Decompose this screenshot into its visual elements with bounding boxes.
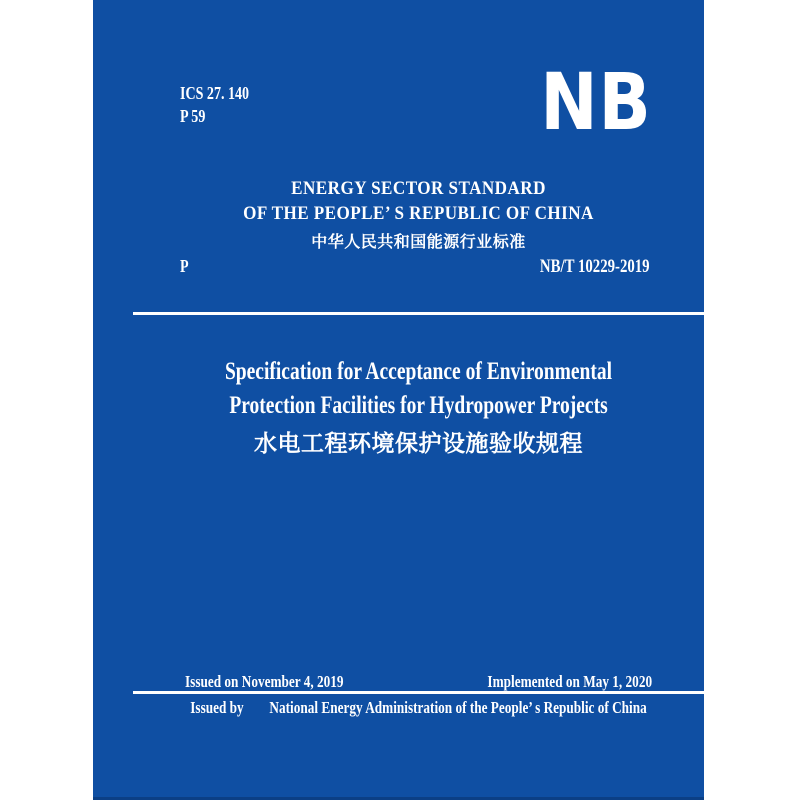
issuer-name: National Energy Administration of the People’ s Republic of China bbox=[269, 698, 647, 717]
standard-number: NB/T 10229-2019 bbox=[540, 256, 650, 277]
document-number-row bbox=[180, 254, 650, 279]
title-chinese: 水电工程环境保护设施验收规程 bbox=[254, 431, 583, 456]
nb-logo: NB bbox=[540, 58, 652, 148]
issuer-row bbox=[190, 697, 647, 718]
dates-row bbox=[133, 671, 704, 692]
title-english-line2: Protection Facilities for Hydropower Projects bbox=[229, 392, 608, 419]
top-rule bbox=[133, 312, 704, 315]
ics-code: ICS 27. 140 bbox=[180, 83, 250, 103]
standard-cover bbox=[93, 0, 704, 800]
bottom-rule bbox=[133, 691, 704, 694]
heading-line1: ENERGY SECTOR STANDARD bbox=[291, 178, 546, 199]
ics-block bbox=[180, 82, 269, 128]
issuer-label: Issued by bbox=[190, 698, 244, 717]
implemented-date: Implemented on May 1, 2020 bbox=[487, 672, 652, 691]
classification-code: P 59 bbox=[180, 106, 206, 126]
doc-class-code: P bbox=[180, 256, 189, 276]
issued-date: Issued on November 4, 2019 bbox=[185, 672, 344, 691]
standard-heading bbox=[133, 176, 704, 255]
title-block bbox=[133, 355, 704, 460]
title-english-line1: Specification for Acceptance of Environmental bbox=[224, 358, 613, 385]
heading-chinese: 中华人民共和国能源行业标准 bbox=[311, 234, 526, 251]
heading-line2: OF THE PEOPLE’ S REPUBLIC OF CHINA bbox=[243, 203, 594, 224]
